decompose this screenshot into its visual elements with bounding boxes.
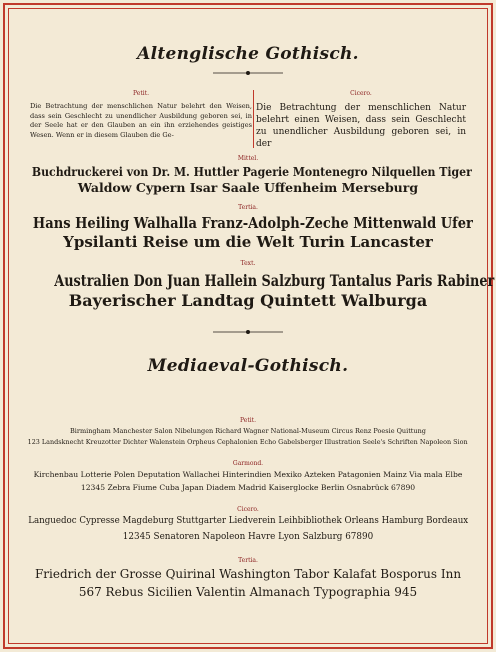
cicero-column: [256, 90, 466, 150]
cicero-label: Cicero.: [350, 90, 372, 97]
tertia-label: Tertia.: [238, 204, 258, 211]
tertia-line-1: Hans Heiling Walhalla Franz-Adolph-Zeche Mittenwald Ufer: [32, 214, 473, 232]
mittel-line-1: Buchdruckerei von Dr. M. Huttler Pagerie Montenegro Nilquellen Tiger: [31, 164, 472, 179]
cicero-line-2: 12345 Senatoren Napoleon Havre Lyon Salzburg 67890: [122, 532, 374, 542]
text-label: Text.: [240, 260, 256, 267]
petit-label-2: Petit.: [240, 417, 256, 424]
cicero-label-2: Cicero.: [237, 506, 259, 513]
mittel-line-2: Waldow Cypern Isar Saale Uffenheim Merseburg: [77, 180, 419, 195]
cicero-sample-text: Die Betrachtung der menschlichen Natur belehrt einen Weisen, dass sein Geschlecht zu unendlicher Ausbildung geboren sei, in der: [256, 103, 466, 149]
mittel-label: Mittel.: [237, 155, 259, 162]
tertia-label-2: Tertia.: [238, 557, 258, 564]
tertia2-line-2: 567 Rebus Sicilien Valentin Almanach Typographia 945: [78, 585, 418, 599]
ornament-divider-icon: [213, 70, 283, 76]
petit-label: Petit.: [133, 90, 149, 97]
cicero-line-1: Languedoc Cypresse Magdeburg Stuttgarter Liedverein Leihbibliothek Orleans Hamburg Bordeaux: [27, 516, 468, 526]
section-title-altenglische: Altenglische Gothisch.: [137, 44, 359, 64]
text-line-1: Australien Don Juan Hallein Salzburg Tantalus Paris Rabiner: [54, 271, 495, 290]
tertia-line-2: Ypsilanti Reise um die Welt Turin Lancaster: [63, 233, 433, 251]
garmond-label: Garmond.: [232, 460, 264, 467]
column-divider: [253, 90, 254, 148]
ornament-divider-icon: [213, 329, 283, 335]
petit-line-1: Birmingham Manchester Salon Nibelungen Richard Wagner National-Museum Circus Renz Poesie Quittung: [70, 427, 426, 435]
petit-line-2: 123 Landsknecht Kreuzotter Dichter Walenstein Orpheus Cephalonien Echo Gabelsberger Illustration Seele's Schriften Napoleon Sion: [27, 438, 468, 446]
text-line-2: Bayerischer Landtag Quintett Walburga: [68, 291, 428, 310]
petit-column: [30, 90, 252, 140]
tertia2-line-1: Friedrich der Grosse Quirinal Washington Tabor Kalafat Bosporus Inn: [34, 567, 462, 581]
garmond-line-1: Kirchenbau Lotterie Polen Deputation Wallachei Hinterindien Mexiko Azteken Patagonien Mainz Via mala Elbe: [33, 470, 463, 479]
garmond-line-2: 12345 Zebra Fiume Cuba Japan Diadem Madrid Kaiserglocke Berlin Osnabrück 67890: [80, 483, 416, 492]
section-title-mediaeval: Mediaeval-Gothisch.: [147, 356, 349, 376]
two-column-samples: [30, 90, 466, 148]
petit-sample-text: Die Betrachtung der menschlichen Natur belehrt den Weisen, dass sein Geschlecht zu unendlicher Ausbildung geboren sei, in der Seele hat er den Glauben an ein ihn erziehendes geistiges Wesen. Wenn er in diesem Glauben die Ge-: [30, 102, 252, 139]
